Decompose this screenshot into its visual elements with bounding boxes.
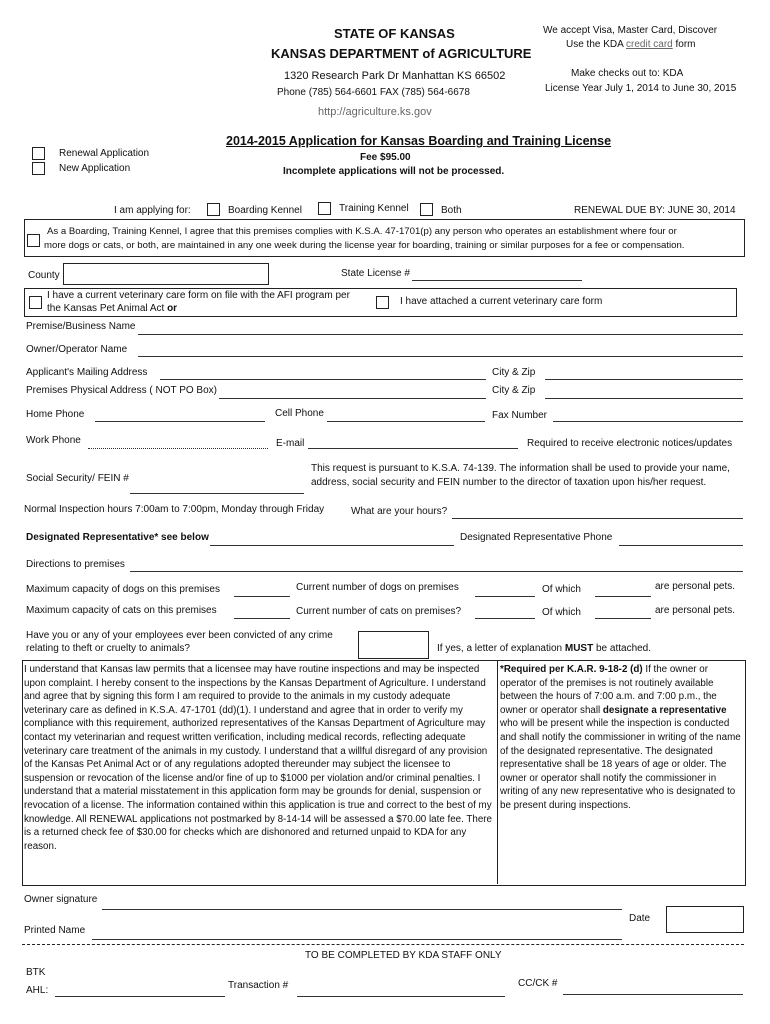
letter-note [437,643,651,654]
ccck-label: CC/CK # [518,978,558,989]
ahl-input[interactable] [55,996,225,997]
credit-card-line [566,39,696,50]
home-phone-label: Home Phone [26,409,85,420]
current-cats-input[interactable] [475,618,535,619]
agreement-line-2: more dogs or cats, or both, are maintained in any one week during the license year for boarding, training or similar purposes for a fee or compensation. [44,240,685,251]
personal-pets-2-label: are personal pets. [655,605,736,616]
phone-fax-text: Phone (785) 564-6601 FAX (785) 564-6678 [277,87,470,98]
new-application-label: New Application [59,163,131,174]
letter-note-must: MUST [564,643,594,654]
physical-address-label: Premises Physical Address ( NOT PO Box) [26,385,217,396]
vet-on-file-text: the Kansas Pet Animal Act [47,303,168,314]
vet-attached-label: I have attached a current veterinary care form [400,296,603,307]
premise-name-input[interactable] [138,334,743,335]
state-heading: STATE OF KANSAS [334,26,455,41]
premise-name-label: Premise/Business Name [26,321,136,332]
agreement-checkbox[interactable] [27,234,40,247]
designated-rep-input[interactable] [210,545,454,546]
email-label: E-mail [276,438,305,449]
address-text: 1320 Research Park Dr Manhattan KS 66502 [284,70,506,82]
owner-name-label: Owner/Operator Name [26,344,128,355]
city-zip-1-input[interactable] [545,379,743,380]
renewal-label: Renewal Application [59,148,150,159]
boarding-kennel-checkbox[interactable] [207,203,220,216]
work-phone-input[interactable] [88,448,268,449]
your-hours-input[interactable] [452,518,743,519]
email-input[interactable] [308,448,518,449]
county-input[interactable] [63,263,269,285]
kar-text-1: If the owner or operator of the premises is not routinely available between the hours of 7:00 a.m. and 7:00 p.m., the owner or operator shall [500,664,717,716]
current-dogs-input[interactable] [475,596,535,597]
incomplete-note: Incomplete applications will not be processed. [283,166,505,177]
both-checkbox[interactable] [420,203,433,216]
work-phone-label: Work Phone [26,435,81,446]
vet-attached-checkbox[interactable] [376,296,389,309]
max-dogs-label: Maximum capacity of dogs on this premises [26,584,220,595]
of-which-1-label: Of which [542,584,581,595]
staff-heading: TO BE COMPLETED BY KDA STAFF ONLY [305,950,502,961]
designated-rep-label: Designated Representative* see below [26,532,209,543]
renewal-checkbox[interactable] [32,147,45,160]
ssn-fein-input[interactable] [130,493,304,494]
agreement-line-1: As a Boarding, Training Kennel, I agree that this premises complies with K.S.A. 47-1701(p) any person who operates an establishment where four or [47,226,677,237]
physical-address-input[interactable] [219,398,486,399]
personal-pets-1-label: are personal pets. [655,581,736,592]
designated-phone-label: Designated Representative Phone [460,532,613,543]
new-application-checkbox[interactable] [32,162,45,175]
cell-phone-label: Cell Phone [275,408,324,419]
website-link[interactable]: http://agriculture.ks.gov [318,106,432,118]
city-zip-1-label: City & Zip [492,367,536,378]
renewal-due-text: RENEWAL DUE BY: JUNE 30, 2014 [574,205,736,216]
training-kennel-checkbox[interactable] [318,202,331,215]
owner-signature-input[interactable] [102,909,622,910]
department-heading: KANSAS DEPARTMENT of AGRICULTURE [271,46,532,61]
cats-pets-input[interactable] [595,618,651,619]
staff-divider [22,944,744,945]
mailing-address-input[interactable] [160,379,486,380]
vet-or-text: or [167,303,178,314]
credit-card-link[interactable]: credit card [626,39,673,50]
directions-label: Directions to premises [26,559,125,570]
mailing-address-label: Applicant's Mailing Address [26,367,148,378]
fee-text: Fee $95.00 [360,152,411,163]
kar-text-2: who will be present while the inspection is conducted and shall notify the commissioner in writing of the name of the designated representative. The designated representative shall be 18 years of age or older. The owner or operator shall notify the commissioner in writing of any new representative who is designated to be present during inspections. [500,718,741,811]
letter-note-pre: If yes, a letter of explanation [437,643,565,654]
ksa-note-line-2: address, social security and FEIN number to the director of taxation upon his/her request. [311,477,707,488]
max-cats-input[interactable] [234,618,290,619]
transaction-input[interactable] [297,996,505,997]
convicted-line-1: Have you or any of your employees ever been convicted of any crime [26,630,333,641]
payment-text: We accept Visa, Master Card, Discover [543,25,718,36]
transaction-label: Transaction # [228,980,289,991]
home-phone-input[interactable] [95,421,265,422]
owner-signature-label: Owner signature [24,894,98,905]
btk-label: BTK [26,967,46,978]
max-cats-label: Maximum capacity of cats on this premises [26,605,217,616]
current-dogs-label: Current number of dogs on premises [296,582,459,593]
letter-note-post: be attached. [593,643,652,654]
county-label: County [28,270,60,281]
normal-hours-text: Normal Inspection hours 7:00am to 7:00pm, Monday through Friday [24,504,325,515]
your-hours-label: What are your hours? [351,506,448,517]
owner-name-input[interactable] [138,356,743,357]
ssn-fein-label: Social Security/ FEIN # [26,473,129,484]
vet-on-file-line-1: I have a current veterinary care form on file with the AFI program per [47,290,350,301]
checks-text: Make checks out to: KDA [571,68,684,79]
convicted-line-2: relating to theft or cruelty to animals? [26,643,190,654]
statement-left-text: I understand that Kansas law permits that a licensee may have routine inspections and may be inspected upon complaint. I hereby consent to the inspections by the Kansas Department of Agriculture. I understand and agree that by signing this form I am required to provide to the animals in my custody adequate veterinary care as defined in K.S.A. 47-1701 (dd)(1). I understand and agree that in order to verify my compliance with this requirement, authorized representatives of the Kansas Department of Agriculture may contact my veterinarian and request written verification, including medical records, reflecting adequate veterinary care treatment of the animals in my custody. I understand that a willful disregard of any provision of the Kansas Pet Animal Act or of any regulations adopted thereunder may subject the licensee to suspension or revocation of the license and/or fine of up to $1000 per violation and/or criminal penalties. I understand that a material misstatement in this application form may be grounds for denial, suspension or revocation of a license. The information contained within this application is true and correct to the best of my knowledge. All RENEWAL applications not postmarked by 8-14-14 will be assessed a $70.00 late fee. There is a returned check fee of $30.00 for checks which are dishonored and returned unpaid to KDA for any reason. [24,664,492,852]
directions-input[interactable] [130,571,743,572]
designate-rep-text: designate a representative [602,704,727,716]
boarding-kennel-label: Boarding Kennel [228,205,302,216]
statement-divider [497,660,498,884]
vet-on-file-line-2 [47,303,177,314]
form-title: 2014-2015 Application for Kansas Boarding and Training License [226,134,612,148]
cell-phone-input[interactable] [327,421,485,422]
max-dogs-input[interactable] [234,596,290,597]
statement-right-text [500,663,742,813]
printed-name-label: Printed Name [24,925,86,936]
city-zip-2-label: City & Zip [492,385,536,396]
city-zip-2-input[interactable] [545,398,743,399]
printed-name-input[interactable] [92,939,622,940]
ksa-note-line-1: This request is pursuant to K.S.A. 74-139. The information shall be used to provide your name, [311,463,730,474]
state-license-input[interactable] [412,280,582,281]
vet-on-file-checkbox[interactable] [29,296,42,309]
convicted-input[interactable] [358,631,429,659]
license-year-text: License Year July 1, 2014 to June 30, 2015 [545,83,737,94]
agreement-box [24,219,745,257]
credit-card-post: form [672,39,696,50]
training-kennel-label: Training Kennel [339,203,409,214]
dogs-pets-input[interactable] [595,596,651,597]
kar-required-text: *Required per K.A.R. 9-18-2 (d) [500,664,643,675]
ahl-label: AHL: [26,985,49,996]
date-label: Date [629,913,651,924]
current-cats-label: Current number of cats on premises? [296,606,462,617]
state-license-label: State License # [341,268,410,279]
fax-number-label: Fax Number [492,410,548,421]
both-label: Both [441,205,462,216]
date-input[interactable] [666,906,744,933]
email-note: Required to receive electronic notices/updates [527,438,733,449]
ccck-input[interactable] [563,994,743,995]
designated-phone-input[interactable] [619,545,743,546]
applying-for-label: I am applying for: [114,205,191,216]
fax-number-input[interactable] [553,421,743,422]
of-which-2-label: Of which [542,607,581,618]
credit-card-pre: Use the KDA [566,39,627,50]
